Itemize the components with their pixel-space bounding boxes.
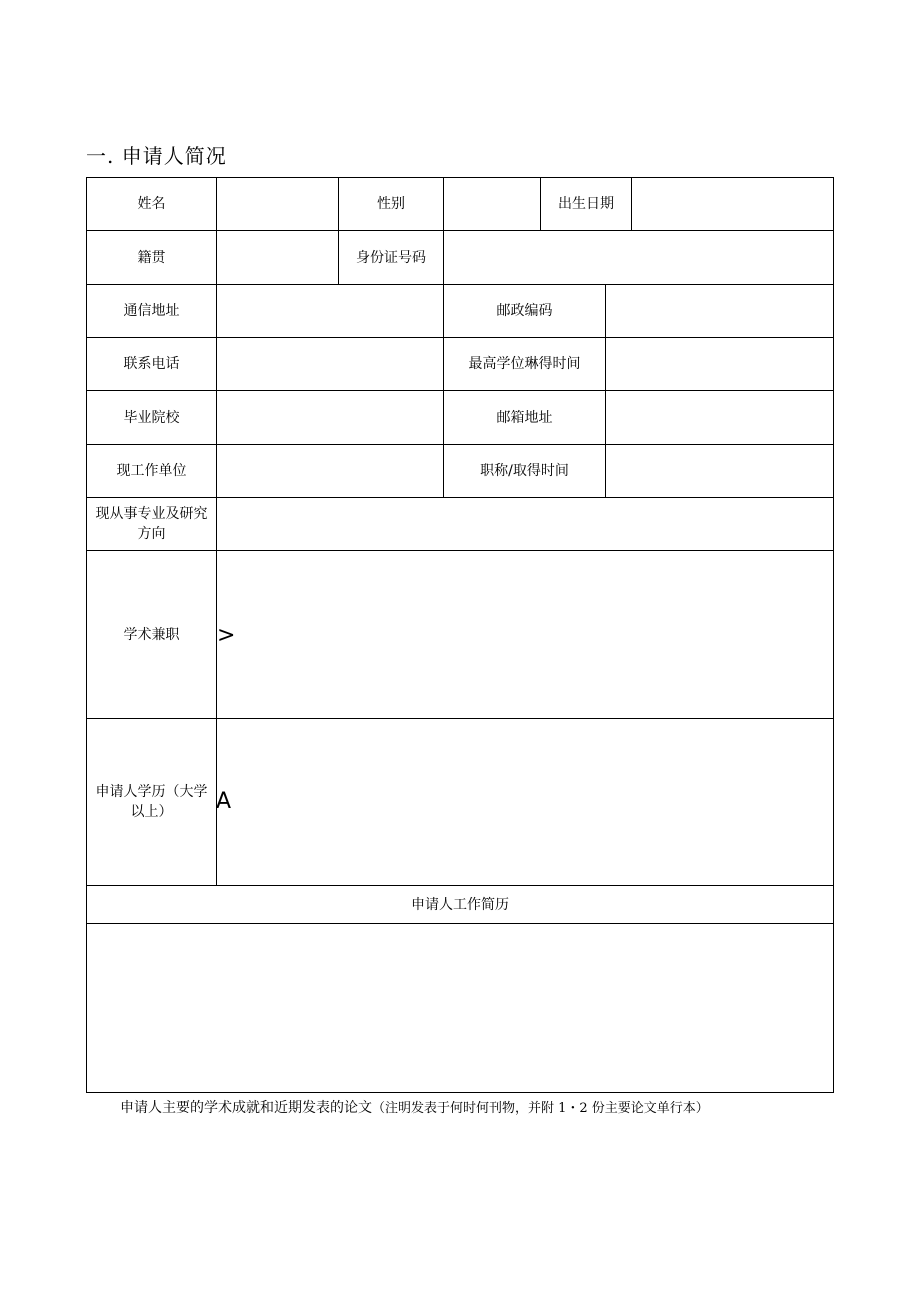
research-label: 现从事专业及研究方向 [95,506,208,542]
id-number-field[interactable] [444,231,833,284]
education-field[interactable] [217,719,833,885]
postcode-label: 邮政编码 [496,303,553,319]
academic-post-field[interactable] [217,551,833,718]
address-field[interactable] [217,285,443,337]
work-history-header: 申请人工作简历 [411,896,509,913]
gender-field[interactable] [444,178,540,230]
name-field[interactable] [217,178,338,230]
phone-label: 联系电话 [123,356,180,372]
title-time-label: 职称/取得时间 [480,463,569,479]
degree-time-label: 最高学位琳得时间 [468,356,581,372]
research-field[interactable] [217,498,833,550]
footer-note [120,1097,709,1117]
applicant-info-form [86,177,834,1093]
employer-field[interactable] [217,445,443,497]
email-label: 邮箱地址 [496,409,553,426]
school-label: 毕业院校 [123,409,180,426]
gender-label: 性别 [377,196,405,212]
birthdate-field[interactable] [632,178,833,230]
email-field[interactable] [606,391,833,444]
education-label: 申请人学历（大学以上） [95,784,208,820]
employer-label: 现工作单位 [116,463,187,479]
native-place-field[interactable] [217,231,338,284]
title-time-field[interactable] [606,445,833,497]
academic-post-label: 学术兼职 [123,626,180,643]
name-label: 姓名 [137,196,166,212]
degree-time-field[interactable] [606,338,833,390]
phone-field[interactable] [217,338,443,390]
native-place-label: 籍贯 [137,249,166,266]
school-field[interactable] [217,391,443,444]
id-number-label: 身份证号码 [356,249,426,266]
section-title: 一. 申请人简况 [86,144,227,168]
work-history-field[interactable] [87,924,833,1092]
education-mark: A [216,789,232,814]
footer-note-detail: （注明发表于何时何刊物，并附 1・2 份主要论文单行本） [372,1101,709,1116]
footer-note-main: 申请人主要的学术成就和近期发表的论文 [120,1100,372,1116]
postcode-field[interactable] [606,285,833,337]
academic-post-mark: > [217,623,236,648]
birthdate-label: 出生日期 [558,196,614,212]
address-label: 通信地址 [123,303,180,319]
